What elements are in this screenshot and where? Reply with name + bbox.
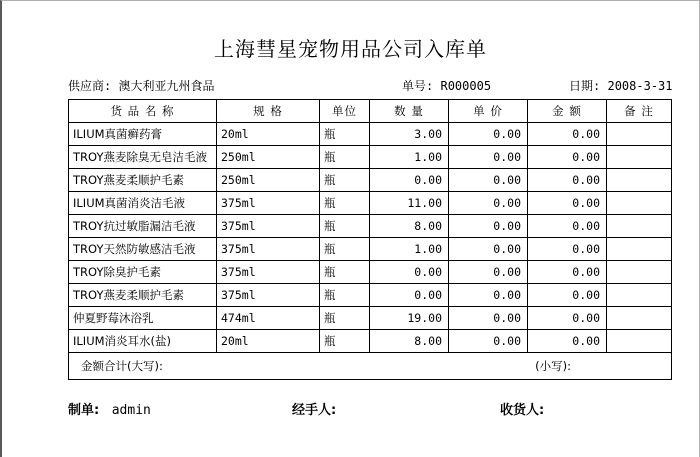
doc-number-label: 单号: (402, 79, 434, 93)
cell-unit: 瓶 (320, 192, 370, 215)
cell-spec: 375ml (217, 284, 320, 307)
col-header-unit: 单位 (320, 100, 370, 123)
page-title: 上海彗星宠物用品公司入库单 (214, 37, 487, 61)
cell-price: 0.00 (449, 123, 528, 146)
doc-number-value: R000005 (440, 79, 492, 93)
cell-qty: 0.00 (370, 261, 449, 284)
cell-name: TROY除臭护毛素 (69, 261, 217, 284)
cell-unit: 瓶 (320, 169, 370, 192)
table-row (69, 238, 672, 261)
table-row (69, 307, 672, 330)
table-header-row (69, 100, 672, 123)
cell-name: TROY天然防敏感洁毛液 (69, 238, 217, 261)
cell-unit: 瓶 (320, 123, 370, 146)
maker-label: 制单: (68, 403, 100, 418)
total-row (69, 353, 672, 380)
cell-qty: 19.00 (370, 307, 449, 330)
table-row (69, 123, 672, 146)
date-value: 2008-3-31 (607, 79, 673, 93)
cell-name: 仲夏野莓沐浴乳 (69, 307, 217, 330)
table-row (69, 330, 672, 353)
cell-qty: 0.00 (370, 284, 449, 307)
cell-unit: 瓶 (320, 284, 370, 307)
table-row (69, 169, 672, 192)
cell-name: TROY燕麦除臭无皂洁毛液 (69, 146, 217, 169)
cell-spec: 375ml (217, 215, 320, 238)
table-row (69, 192, 672, 215)
cell-spec: 375ml (217, 192, 320, 215)
cell-amount: 0.00 (528, 261, 607, 284)
date-label: 日期: (569, 79, 601, 93)
cell-note (607, 123, 672, 146)
cell-name: TROY燕麦柔顺护毛素 (69, 284, 217, 307)
cell-spec: 20ml (217, 330, 320, 353)
maker-value: admin (111, 403, 151, 418)
cell-note (607, 238, 672, 261)
cell-amount: 0.00 (528, 146, 607, 169)
cell-name: TROY抗过敏脂漏洁毛液 (69, 215, 217, 238)
cell-name: ILIUM真菌消炎洁毛液 (69, 192, 217, 215)
receiver-field (500, 399, 544, 418)
table-row (69, 146, 672, 169)
col-header-qty: 数 量 (370, 100, 449, 123)
col-header-note: 备 注 (607, 100, 672, 123)
cell-qty: 1.00 (370, 238, 449, 261)
doc-number-info (402, 77, 491, 94)
cell-amount: 0.00 (528, 330, 607, 353)
supplier-info (68, 77, 214, 94)
cell-amount: 0.00 (528, 169, 607, 192)
cell-price: 0.00 (449, 238, 528, 261)
handler-label: 经手人: (292, 403, 337, 418)
items-table (68, 99, 672, 380)
cell-unit: 瓶 (320, 215, 370, 238)
cell-spec: 250ml (217, 169, 320, 192)
supplier-label: 供应商: (68, 79, 112, 93)
table-row (69, 261, 672, 284)
cell-qty: 8.00 (370, 330, 449, 353)
col-header-price: 单 价 (449, 100, 528, 123)
cell-qty: 3.00 (370, 123, 449, 146)
cell-amount: 0.00 (528, 284, 607, 307)
cell-unit: 瓶 (320, 307, 370, 330)
cell-price: 0.00 (449, 215, 528, 238)
cell-amount: 0.00 (528, 238, 607, 261)
date-info (569, 77, 673, 94)
cell-spec: 474ml (217, 307, 320, 330)
cell-note (607, 284, 672, 307)
cell-price: 0.00 (449, 307, 528, 330)
total-lower-label: (小写): (535, 359, 571, 373)
cell-note (607, 215, 672, 238)
cell-amount: 0.00 (528, 307, 607, 330)
maker-field (68, 399, 151, 418)
cell-note (607, 261, 672, 284)
cell-price: 0.00 (449, 284, 528, 307)
supplier-value: 澳大利亚九州食品 (118, 79, 215, 93)
col-header-spec: 规 格 (217, 100, 320, 123)
cell-spec: 20ml (217, 123, 320, 146)
col-header-amount: 金 额 (528, 100, 607, 123)
table-row (69, 215, 672, 238)
cell-unit: 瓶 (320, 330, 370, 353)
cell-price: 0.00 (449, 146, 528, 169)
cell-amount: 0.00 (528, 123, 607, 146)
cell-amount: 0.00 (528, 215, 607, 238)
cell-price: 0.00 (449, 169, 528, 192)
table-row (69, 284, 672, 307)
cell-amount: 0.00 (528, 192, 607, 215)
cell-unit: 瓶 (320, 261, 370, 284)
total-upper-label: 金额合计(大写): (81, 359, 163, 373)
cell-price: 0.00 (449, 192, 528, 215)
cell-spec: 250ml (217, 146, 320, 169)
cell-price: 0.00 (449, 261, 528, 284)
col-header-name: 货 品 名 称 (69, 100, 217, 123)
cell-note (607, 169, 672, 192)
cell-spec: 375ml (217, 261, 320, 284)
handler-field (292, 399, 336, 418)
cell-note (607, 146, 672, 169)
cell-qty: 0.00 (370, 169, 449, 192)
cell-note (607, 307, 672, 330)
receiver-label: 收货人: (500, 403, 545, 418)
cell-name: ILIUM消炎耳水(盐) (69, 330, 217, 353)
cell-price: 0.00 (449, 330, 528, 353)
cell-name: ILIUM真菌癣药膏 (69, 123, 217, 146)
cell-note (607, 330, 672, 353)
cell-qty: 8.00 (370, 215, 449, 238)
total-cell (69, 353, 672, 380)
cell-unit: 瓶 (320, 146, 370, 169)
cell-qty: 1.00 (370, 146, 449, 169)
cell-name: TROY燕麦柔顺护毛素 (69, 169, 217, 192)
cell-note (607, 192, 672, 215)
cell-unit: 瓶 (320, 238, 370, 261)
cell-spec: 375ml (217, 238, 320, 261)
cell-qty: 11.00 (370, 192, 449, 215)
